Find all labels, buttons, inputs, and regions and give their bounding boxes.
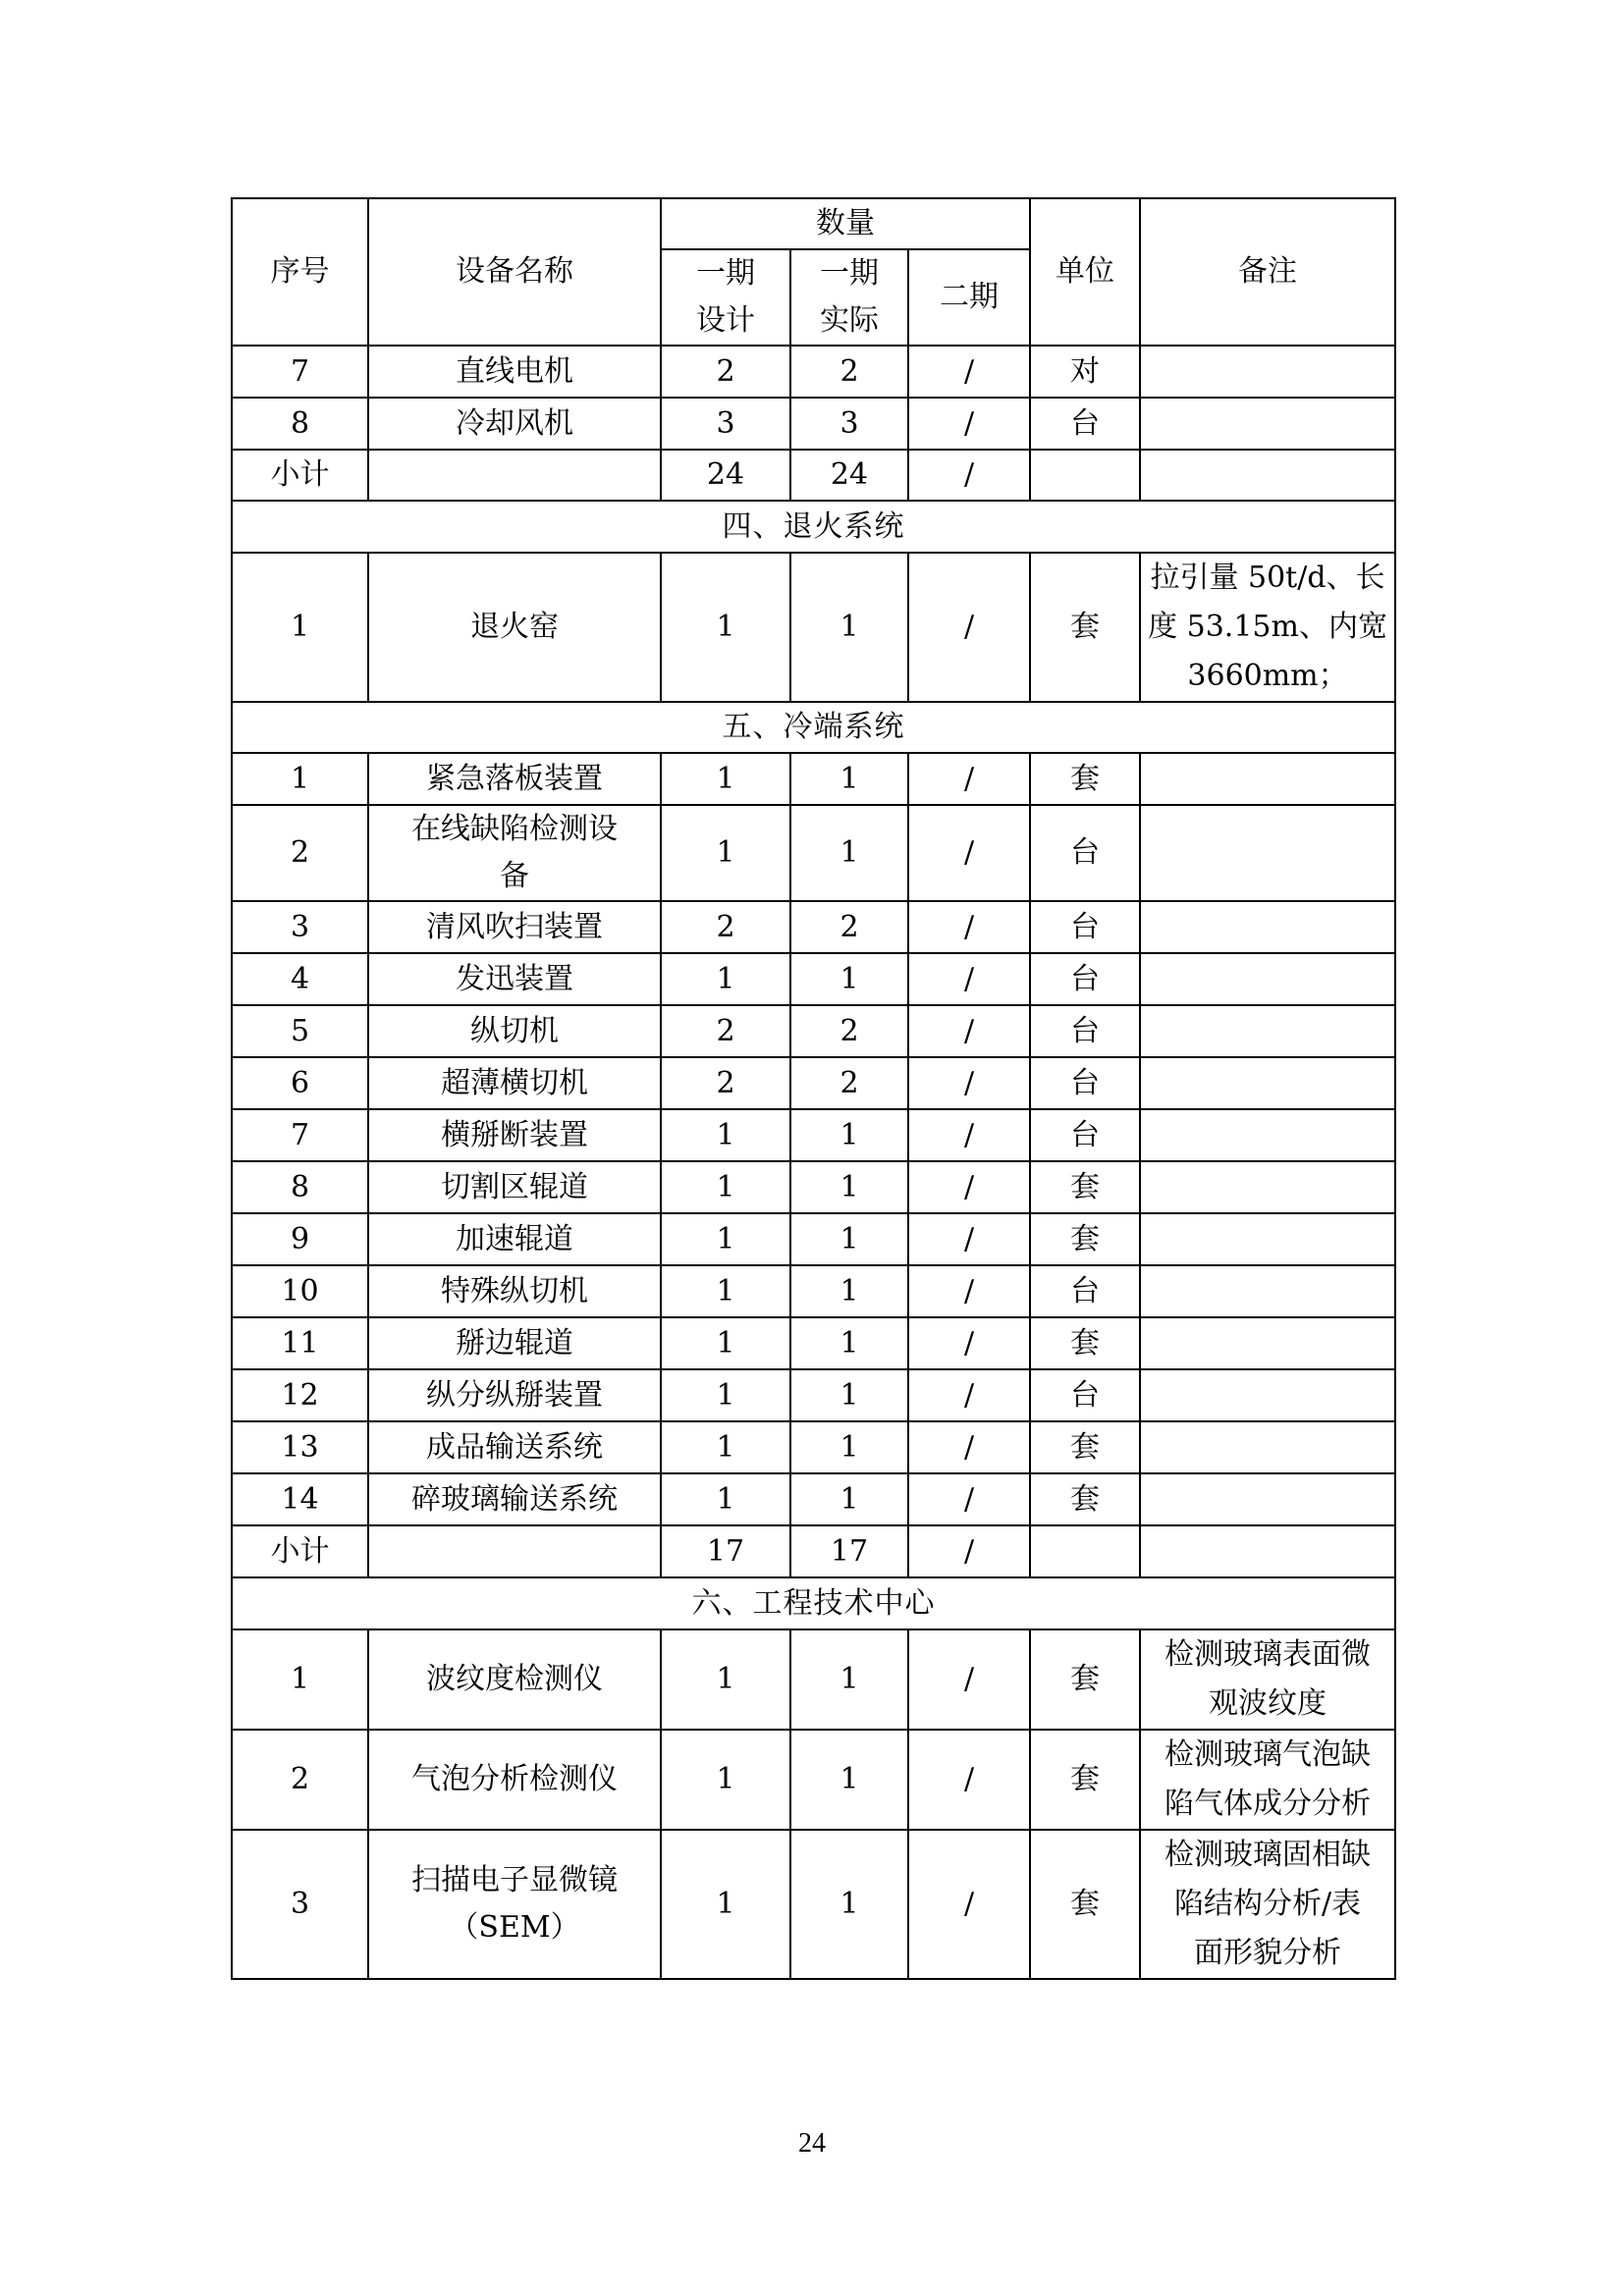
cell-actual: 1 — [790, 1730, 908, 1830]
cell-actual: 1 — [790, 1473, 908, 1525]
cell-seq: 7 — [232, 346, 368, 398]
cell-unit: 台 — [1030, 398, 1140, 450]
cell-note — [1140, 1369, 1395, 1421]
cell-name: 特殊纵切机 — [368, 1265, 661, 1317]
note-line: 拉引量 50t/d、长 — [1150, 561, 1385, 595]
cell-actual: 2 — [790, 346, 908, 398]
table-row — [232, 1473, 1395, 1525]
header-qty: 数量 — [661, 198, 1030, 249]
cell-phase2: / — [908, 953, 1030, 1005]
cell-unit: 台 — [1030, 1057, 1140, 1109]
cell-actual: 1 — [790, 753, 908, 805]
cell-actual: 1 — [790, 1369, 908, 1421]
cell-actual: 2 — [790, 901, 908, 953]
cell-phase2: / — [908, 450, 1030, 501]
section-title: 四、退火系统 — [232, 501, 1395, 553]
cell-unit: 套 — [1030, 1830, 1140, 1979]
cell-design: 1 — [661, 1421, 790, 1473]
cell-unit: 台 — [1030, 1005, 1140, 1057]
note-line: 陷结构分析/表 — [1173, 1887, 1362, 1921]
cell-actual: 1 — [790, 953, 908, 1005]
cell-unit: 套 — [1030, 753, 1140, 805]
cell-seq: 6 — [232, 1057, 368, 1109]
table-row — [232, 1629, 1395, 1730]
cell-unit: 套 — [1030, 1473, 1140, 1525]
cell-unit: 对 — [1030, 346, 1140, 398]
cell-name — [368, 450, 661, 501]
cell-name: 纵分纵掰装置 — [368, 1369, 661, 1421]
cell-design: 17 — [661, 1525, 790, 1577]
cell-note — [1140, 1421, 1395, 1473]
cell-unit: 套 — [1030, 1730, 1140, 1830]
cell-phase2: / — [908, 753, 1030, 805]
cell-unit: 台 — [1030, 805, 1140, 901]
cell-seq: 2 — [232, 805, 368, 901]
cell-seq: 8 — [232, 1161, 368, 1213]
cell-phase2: / — [908, 1161, 1030, 1213]
table-row — [232, 398, 1395, 450]
cell-phase2: / — [908, 1730, 1030, 1830]
cell-phase2: / — [908, 553, 1030, 702]
cell-subtotal-label: 小计 — [232, 1525, 368, 1577]
cell-seq: 13 — [232, 1421, 368, 1473]
table-row — [232, 805, 1395, 901]
section-header-row — [232, 501, 1395, 553]
section-header-row — [232, 702, 1395, 753]
cell-name — [368, 805, 661, 901]
cell-design: 1 — [661, 753, 790, 805]
header-unit: 单位 — [1030, 198, 1140, 346]
cell-unit — [1030, 450, 1140, 501]
cell-actual: 24 — [790, 450, 908, 501]
cell-note — [1140, 1473, 1395, 1525]
cell-phase2: / — [908, 805, 1030, 901]
cell-phase2: / — [908, 1629, 1030, 1730]
note-line: 检测玻璃表面微 — [1164, 1637, 1372, 1672]
cell-actual: 1 — [790, 1421, 908, 1473]
cell-actual: 1 — [790, 1830, 908, 1979]
note-line: 面形貌分析 — [1194, 1936, 1342, 1970]
cell-seq: 1 — [232, 553, 368, 702]
cell-phase2: / — [908, 1057, 1030, 1109]
cell-actual: 1 — [790, 1213, 908, 1265]
cell-actual: 1 — [790, 1265, 908, 1317]
header-line: 一期 — [696, 256, 755, 291]
cell-seq: 12 — [232, 1369, 368, 1421]
cell-seq: 10 — [232, 1265, 368, 1317]
subtotal-row — [232, 450, 1395, 501]
section-title: 五、冷端系统 — [232, 702, 1395, 753]
table-row — [232, 1830, 1395, 1979]
cell-note — [1140, 1730, 1395, 1830]
cell-actual: 1 — [790, 1317, 908, 1369]
table-row — [232, 1421, 1395, 1473]
note-line: 观波纹度 — [1209, 1686, 1327, 1721]
note-line: 3660mm； — [1187, 659, 1348, 693]
cell-design: 1 — [661, 553, 790, 702]
cell-actual: 1 — [790, 1161, 908, 1213]
cell-actual: 1 — [790, 1629, 908, 1730]
cell-design: 1 — [661, 1161, 790, 1213]
cell-subtotal-label: 小计 — [232, 450, 368, 501]
cell-design: 1 — [661, 953, 790, 1005]
cell-name: 气泡分析检测仪 — [368, 1730, 661, 1830]
cell-design: 1 — [661, 1317, 790, 1369]
table-row — [232, 901, 1395, 953]
cell-note — [1140, 1265, 1395, 1317]
cell-seq: 5 — [232, 1005, 368, 1057]
cell-seq: 11 — [232, 1317, 368, 1369]
cell-actual: 1 — [790, 1109, 908, 1161]
cell-name: 紧急落板装置 — [368, 753, 661, 805]
cell-design: 1 — [661, 1213, 790, 1265]
table-row — [232, 1161, 1395, 1213]
header-line: 实际 — [820, 303, 879, 338]
table-row — [232, 1057, 1395, 1109]
cell-design: 3 — [661, 398, 790, 450]
cell-phase2: / — [908, 1213, 1030, 1265]
cell-seq: 4 — [232, 953, 368, 1005]
cell-design: 1 — [661, 1730, 790, 1830]
note-line: 检测玻璃固相缺 — [1164, 1838, 1372, 1872]
cell-unit: 台 — [1030, 1369, 1140, 1421]
cell-seq: 14 — [232, 1473, 368, 1525]
cell-seq: 1 — [232, 753, 368, 805]
note-line: 度 53.15m、内宽 — [1148, 610, 1387, 644]
cell-phase2: / — [908, 1317, 1030, 1369]
cell-name — [368, 1830, 661, 1979]
note-line: 陷气体成分分析 — [1164, 1787, 1372, 1821]
cell-design: 1 — [661, 805, 790, 901]
cell-design: 1 — [661, 1369, 790, 1421]
cell-design: 1 — [661, 1629, 790, 1730]
cell-unit: 套 — [1030, 1421, 1140, 1473]
cell-name: 横掰断装置 — [368, 1109, 661, 1161]
cell-design: 1 — [661, 1265, 790, 1317]
cell-phase2: / — [908, 1265, 1030, 1317]
cell-name: 掰边辊道 — [368, 1317, 661, 1369]
header-phase1-actual — [790, 249, 908, 346]
cell-design: 1 — [661, 1830, 790, 1979]
cell-name: 波纹度检测仪 — [368, 1629, 661, 1730]
cell-unit: 台 — [1030, 1109, 1140, 1161]
cell-note — [1140, 1109, 1395, 1161]
header-note: 备注 — [1140, 198, 1395, 346]
table-row — [232, 1109, 1395, 1161]
section-5-body — [232, 753, 1395, 1525]
cell-actual: 2 — [790, 1057, 908, 1109]
cell-actual: 1 — [790, 553, 908, 702]
table-row — [232, 1265, 1395, 1317]
cell-note — [1140, 805, 1395, 901]
cell-note — [1140, 1525, 1395, 1577]
cell-design: 2 — [661, 901, 790, 953]
cell-phase2: / — [908, 398, 1030, 450]
name-line: 扫描电子显微镜 — [411, 1863, 618, 1897]
cell-note — [1140, 1830, 1395, 1979]
cell-seq: 9 — [232, 1213, 368, 1265]
cell-phase2: / — [908, 1525, 1030, 1577]
table-row — [232, 553, 1395, 702]
cell-unit: 套 — [1030, 1629, 1140, 1730]
cell-note — [1140, 450, 1395, 501]
cell-unit — [1030, 1525, 1140, 1577]
cell-actual: 17 — [790, 1525, 908, 1577]
header-phase1-design — [661, 249, 790, 346]
cell-note — [1140, 398, 1395, 450]
cell-design: 2 — [661, 1005, 790, 1057]
section-title: 六、工程技术中心 — [232, 1577, 1395, 1629]
cell-phase2: / — [908, 1421, 1030, 1473]
cell-unit: 台 — [1030, 953, 1140, 1005]
cell-unit: 套 — [1030, 1161, 1140, 1213]
cell-note — [1140, 346, 1395, 398]
cell-note — [1140, 1629, 1395, 1730]
equipment-table — [231, 197, 1396, 1980]
cell-note — [1140, 1057, 1395, 1109]
table-row — [232, 1317, 1395, 1369]
note-line: 检测玻璃气泡缺 — [1164, 1737, 1372, 1772]
cell-unit: 台 — [1030, 901, 1140, 953]
cell-actual: 1 — [790, 805, 908, 901]
cell-name: 纵切机 — [368, 1005, 661, 1057]
cell-phase2: / — [908, 1830, 1030, 1979]
name-line: 备 — [500, 859, 529, 893]
cell-phase2: / — [908, 346, 1030, 398]
name-line: （SEM） — [449, 1910, 580, 1945]
cell-seq: 1 — [232, 1629, 368, 1730]
header-seq: 序号 — [232, 198, 368, 346]
cell-unit: 套 — [1030, 1213, 1140, 1265]
cell-name: 直线电机 — [368, 346, 661, 398]
header-phase2: 二期 — [908, 249, 1030, 346]
table-row — [232, 346, 1395, 398]
table-row — [232, 1369, 1395, 1421]
name-line: 在线缺陷检测设 — [411, 812, 618, 846]
cell-note — [1140, 1213, 1395, 1265]
cell-name: 退火窑 — [368, 553, 661, 702]
cell-name: 清风吹扫装置 — [368, 901, 661, 953]
cell-seq: 3 — [232, 1830, 368, 1979]
table-row — [232, 1730, 1395, 1830]
section-header-row — [232, 1577, 1395, 1629]
table-row — [232, 1005, 1395, 1057]
cell-actual: 2 — [790, 1005, 908, 1057]
cell-note — [1140, 753, 1395, 805]
cell-seq: 3 — [232, 901, 368, 953]
cell-actual: 3 — [790, 398, 908, 450]
cell-note — [1140, 1317, 1395, 1369]
cell-seq: 2 — [232, 1730, 368, 1830]
cell-design: 24 — [661, 450, 790, 501]
cell-name: 冷却风机 — [368, 398, 661, 450]
table-header-row — [232, 198, 1395, 249]
cell-phase2: / — [908, 901, 1030, 953]
cell-seq: 7 — [232, 1109, 368, 1161]
cell-unit: 套 — [1030, 553, 1140, 702]
cell-unit: 套 — [1030, 1317, 1140, 1369]
cell-name: 切割区辊道 — [368, 1161, 661, 1213]
table-row — [232, 953, 1395, 1005]
cell-phase2: / — [908, 1473, 1030, 1525]
cell-name: 发迅装置 — [368, 953, 661, 1005]
cell-name: 成品输送系统 — [368, 1421, 661, 1473]
cell-note — [1140, 901, 1395, 953]
subtotal-row — [232, 1525, 1395, 1577]
table-row — [232, 753, 1395, 805]
cell-name: 超薄横切机 — [368, 1057, 661, 1109]
cell-seq: 8 — [232, 398, 368, 450]
cell-phase2: / — [908, 1005, 1030, 1057]
cell-name — [368, 1525, 661, 1577]
cell-note — [1140, 1161, 1395, 1213]
cell-phase2: / — [908, 1109, 1030, 1161]
cell-design: 2 — [661, 346, 790, 398]
cell-phase2: / — [908, 1369, 1030, 1421]
header-line: 设计 — [696, 303, 755, 338]
cell-design: 2 — [661, 1057, 790, 1109]
table-row — [232, 1213, 1395, 1265]
page-number: 24 — [798, 2128, 826, 2159]
cell-note — [1140, 1005, 1395, 1057]
cell-note — [1140, 553, 1395, 702]
cell-name: 碎玻璃输送系统 — [368, 1473, 661, 1525]
cell-unit: 台 — [1030, 1265, 1140, 1317]
cell-design: 1 — [661, 1473, 790, 1525]
header-line: 一期 — [820, 256, 879, 291]
header-name: 设备名称 — [368, 198, 661, 346]
cell-name: 加速辊道 — [368, 1213, 661, 1265]
cell-design: 1 — [661, 1109, 790, 1161]
cell-note — [1140, 953, 1395, 1005]
